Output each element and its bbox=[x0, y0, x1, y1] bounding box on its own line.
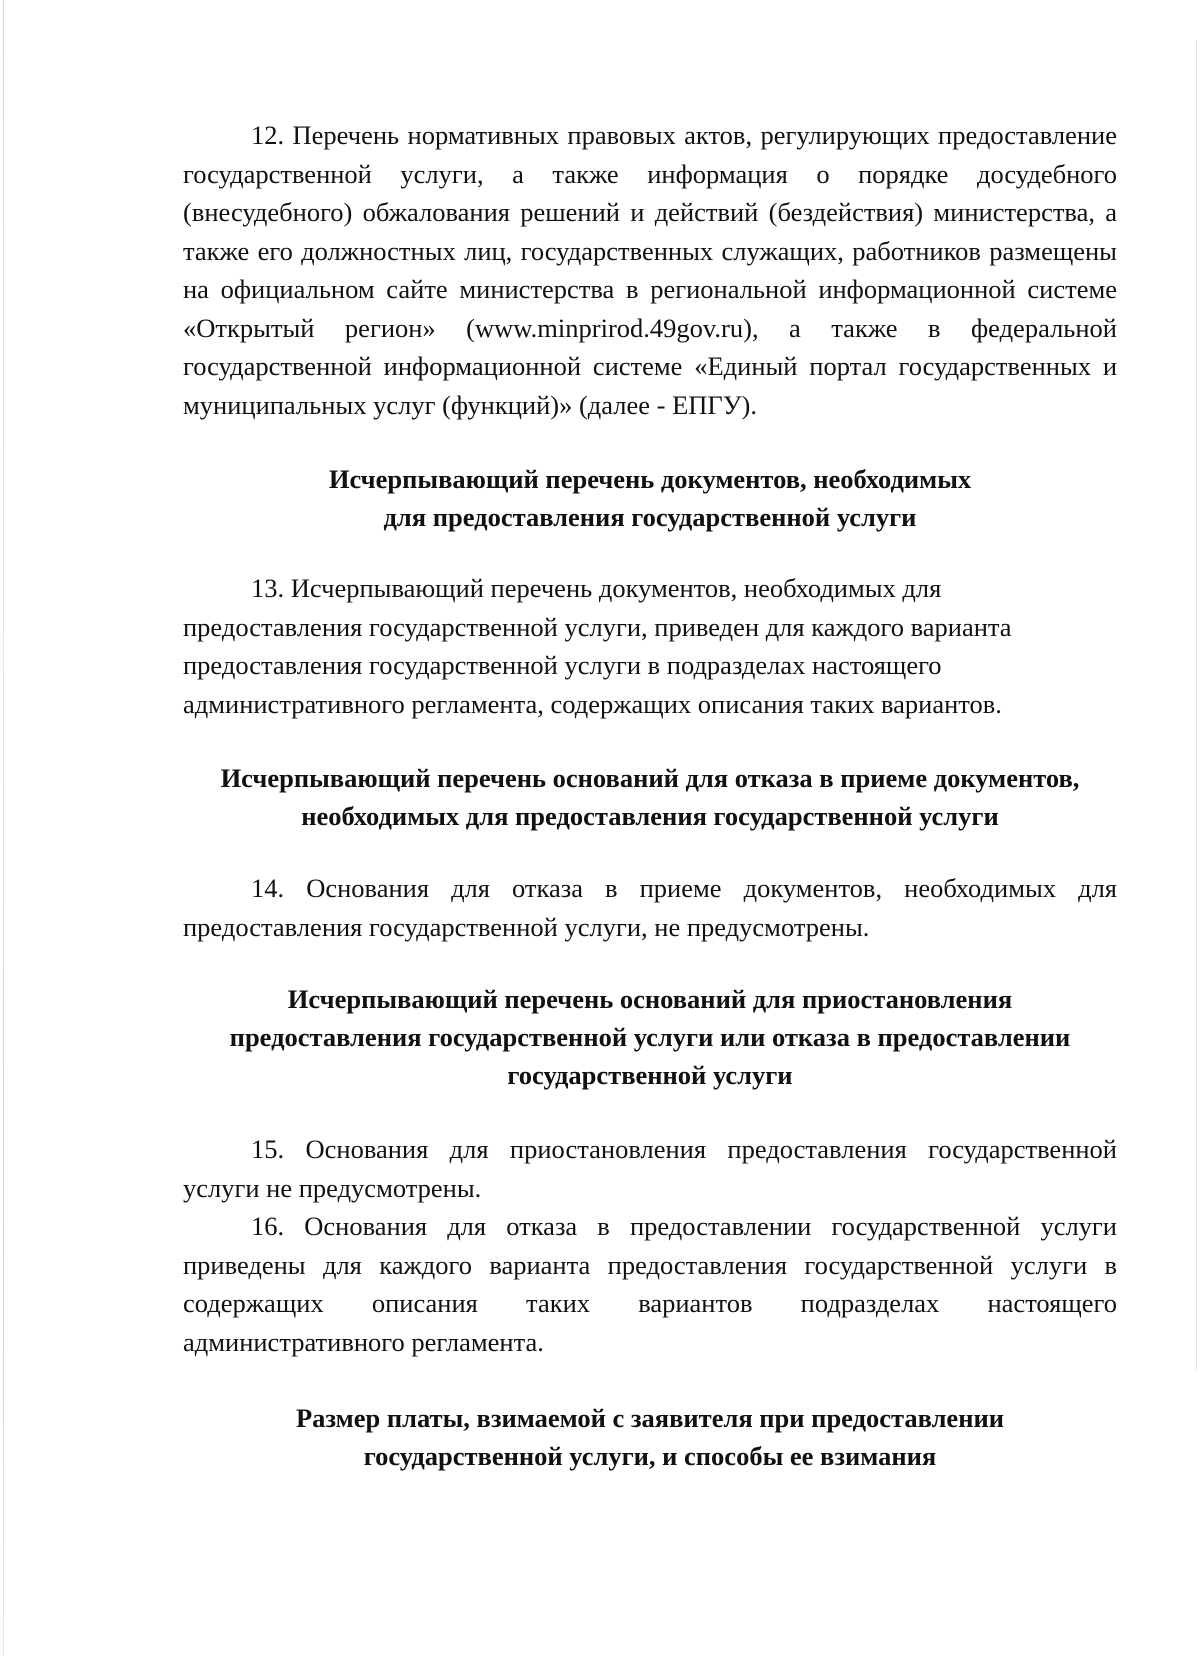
document-body bbox=[183, 116, 1117, 1475]
scan-edge-left bbox=[3, 0, 4, 1656]
heading-line: Исчерпывающий перечень оснований для приостановления bbox=[287, 984, 1013, 1014]
scan-edge-right bbox=[1196, 40, 1197, 1370]
paragraph-line: административного регламента, содержащих описания таких вариантов. bbox=[183, 688, 1002, 719]
section-heading-refusal-acceptance bbox=[183, 759, 1117, 835]
heading-line: государственной услуги bbox=[507, 1060, 793, 1090]
heading-line: необходимых для предоставления государственной услуги bbox=[301, 801, 999, 831]
paragraph-13 bbox=[183, 569, 1117, 723]
paragraph-line: предоставления государственной услуги, приведен для каждого варианта bbox=[183, 611, 1012, 642]
paragraph-15: 15. Основания для приостановления предоставления государственной услуги не предусмотрены. bbox=[183, 1134, 1117, 1203]
paragraph-12: 12. Перечень нормативных правовых актов, регулирующих предоставление государственной услуги, а также информация о порядке досудебного (внесудебного) обжалования решений и действий (бездействия) министерства, а также его должностных лиц, государственных служащих, работников размещены на официальном сайте министерства в региональной информационной системе «Открытый регион» (www.minprirod.49gov.ru), а также в федеральной государственной информационной системе «Единый портал государственных и муниципальных услуг (функций)» (далее - ЕПГУ). bbox=[183, 120, 1117, 420]
section-heading-fee bbox=[183, 1399, 1117, 1475]
heading-line: Исчерпывающий перечень документов, необходимых bbox=[328, 464, 972, 494]
heading-line: государственной услуги, и способы ее взимания bbox=[363, 1441, 937, 1471]
paragraph-line: 13. Исчерпывающий перечень документов, необходимых для bbox=[251, 573, 942, 603]
heading-line: для предоставления государственной услуги bbox=[383, 502, 917, 532]
paragraph-line: предоставления государственной услуги в подразделах настоящего bbox=[183, 650, 942, 680]
heading-line: Размер платы, взимаемой с заявителя при предоставлении bbox=[295, 1403, 1005, 1433]
heading-line: Исчерпывающий перечень оснований для отказа в приеме документов, bbox=[220, 763, 1080, 793]
paragraph-14: 14. Основания для отказа в приеме документов, необходимых для предоставления государственной услуги, не предусмотрены. bbox=[183, 873, 1117, 942]
paragraph-16: 16. Основания для отказа в предоставлении государственной услуги приведены для каждого варианта предоставления государственной услуги в содержащих описания таких вариантов подразделах настоящего административного регламента. bbox=[183, 1211, 1117, 1357]
heading-line: предоставления государственной услуги или отказа в предоставлении bbox=[229, 1022, 1071, 1052]
section-heading-suspension bbox=[183, 980, 1117, 1094]
section-heading-documents bbox=[183, 460, 1117, 536]
